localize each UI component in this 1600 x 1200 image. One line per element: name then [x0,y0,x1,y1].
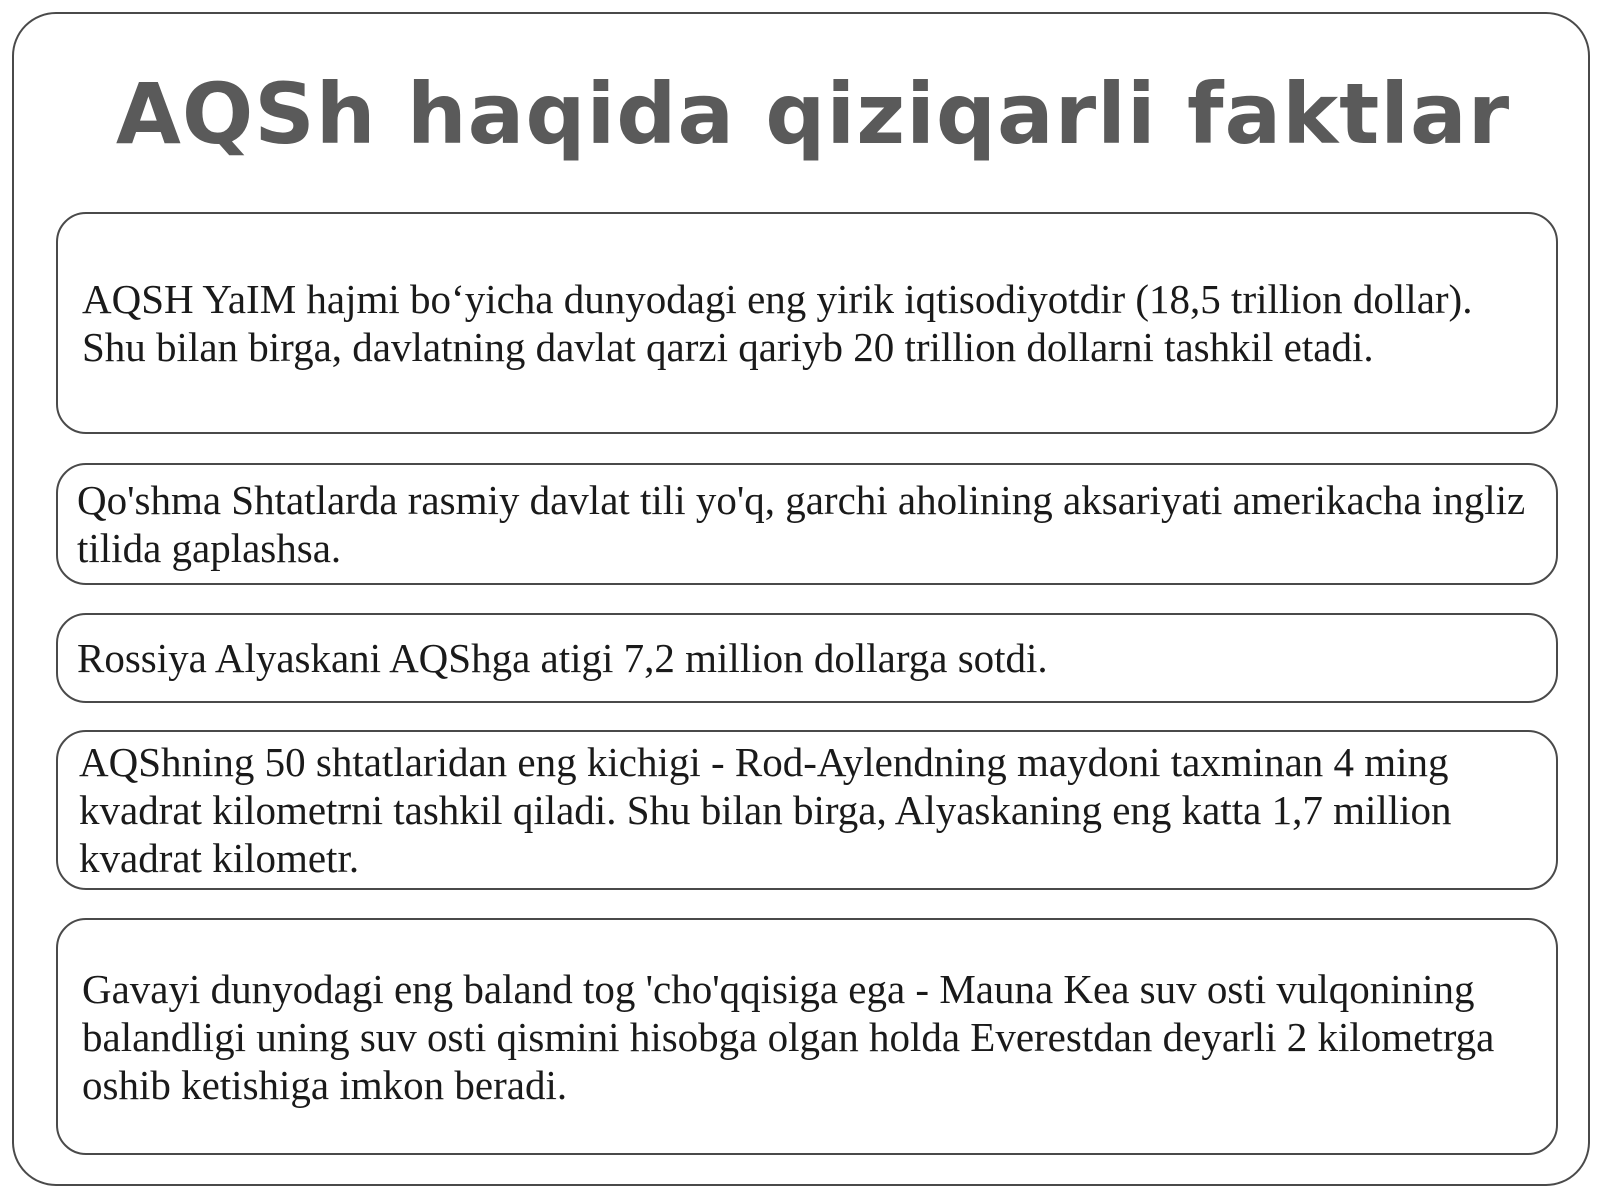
fact-box-gdp [56,212,1558,434]
fact-box-language [56,463,1558,585]
fact-box-mauna-kea [56,918,1558,1155]
page-title: AQSh haqida qiziqarli faktlar [115,65,1511,163]
fact-box-alaska-sale [56,613,1558,703]
fact-box-state-sizes [56,730,1558,890]
fact-text: Qo'shma Shtatlarda rasmiy davlat tili yo'q, garchi aholining aksariyati amerikacha ingliz tilida gaplashsa. [77,477,1526,571]
fact-text: AQShning 50 shtatlaridan eng kichigi - Rod-Aylendning maydoni taxminan 4 ming kvadrat kilometrni tashkil qiladi. Shu bilan birga, Alyaskaning eng katta 1,7 million kvadrat kilometr. [79,739,1452,881]
fact-text: Rossiya Alyaskani AQShga atigi 7,2 million dollarga sotdi. [77,635,1048,681]
fact-text: AQSH YaIM hajmi bo‘yicha dunyodagi eng yirik iqtisodiyotdir (18,5 trillion dollar). Shu bilan birga, davlatning davlat qarzi qariyb 20 trillion dollarni tashkil etadi. [82,276,1473,370]
fact-text: Gavayi dunyodagi eng baland tog 'cho'qqisiga ega - Mauna Kea suv osti vulqonining balandligi uning suv osti qismini hisobga olgan holda Everestdan deyarli 2 kilometrga oshib ketishiga imkon beradi. [82,965,1495,1108]
